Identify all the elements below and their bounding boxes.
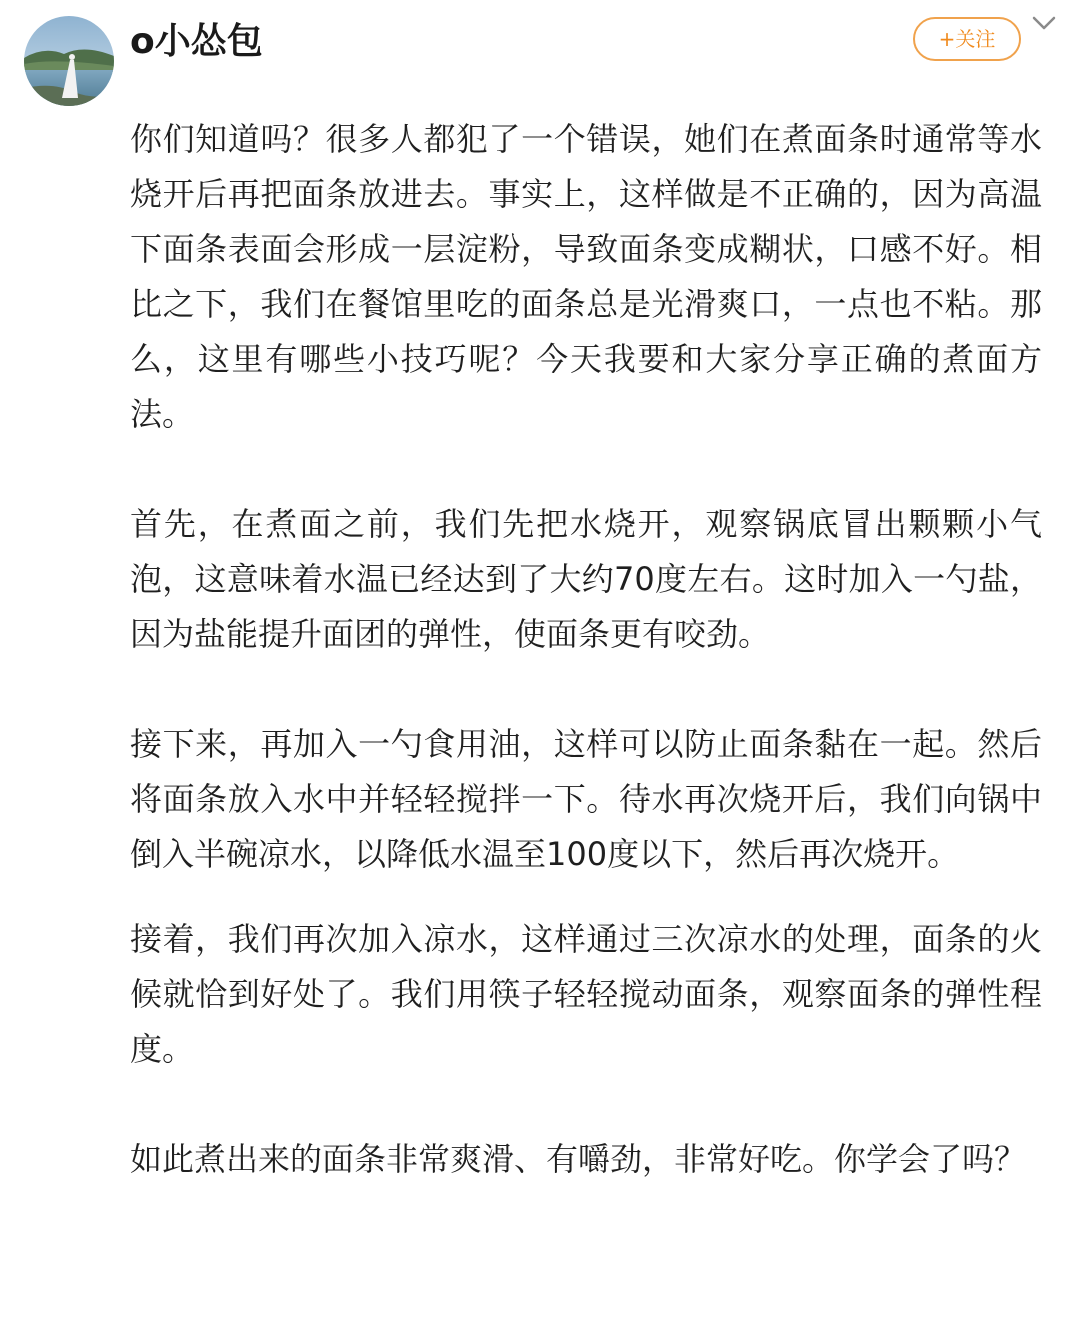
paragraph-spacer: [130, 882, 1042, 912]
avatar[interactable]: [24, 16, 114, 106]
post-paragraph-2: 首先，在煮面之前，我们先把水烧开，观察锅底冒出颗颗小气泡，这意味着水温已经达到了大约70度左右。这时加入一勺盐，因为盐能提升面团的弹性，使面条更有咬劲。: [130, 505, 1042, 653]
post-body: [130, 112, 1042, 1187]
chevron-down-icon[interactable]: [1030, 12, 1058, 36]
post-header: [0, 0, 1080, 110]
follow-button[interactable]: +关注: [913, 17, 1021, 61]
post-paragraph-3: 接下来，再加入一勺食用油，这样可以防止面条黏在一起。然后将面条放入水中并轻轻搅拌一下。待水再次烧开后，我们向锅中倒入半碗凉水，以降低水温至100度以下，然后再次烧开。: [130, 725, 1042, 873]
avatar-landscape-icon: [24, 16, 114, 106]
post-paragraph-1: 你们知道吗？很多人都犯了一个错误，她们在煮面条时通常等水烧开后再把面条放进去。事实上，这样做是不正确的，因为高温下面条表面会形成一层淀粉，导致面条变成糊状，口感不好。相比之下，我们在餐馆里吃的面条总是光滑爽口，一点也不粘。那么，这里有哪些小技巧呢？今天我要和大家分享正确的煮面方法。: [130, 120, 1042, 433]
paragraph-spacer: [130, 1077, 1042, 1132]
post-paragraph-5: 如此煮出来的面条非常爽滑、有嚼劲，非常好吃。你学会了吗？: [130, 1140, 1027, 1178]
username[interactable]: o小怂包: [130, 21, 263, 62]
post-paragraph-4: 接着，我们再次加入凉水，这样通过三次凉水的处理，面条的火候就恰到好处了。我们用筷子轻轻搅动面条，观察面条的弹性程度。: [130, 920, 1042, 1068]
paragraph-spacer: [130, 442, 1042, 497]
paragraph-spacer: [130, 662, 1042, 717]
